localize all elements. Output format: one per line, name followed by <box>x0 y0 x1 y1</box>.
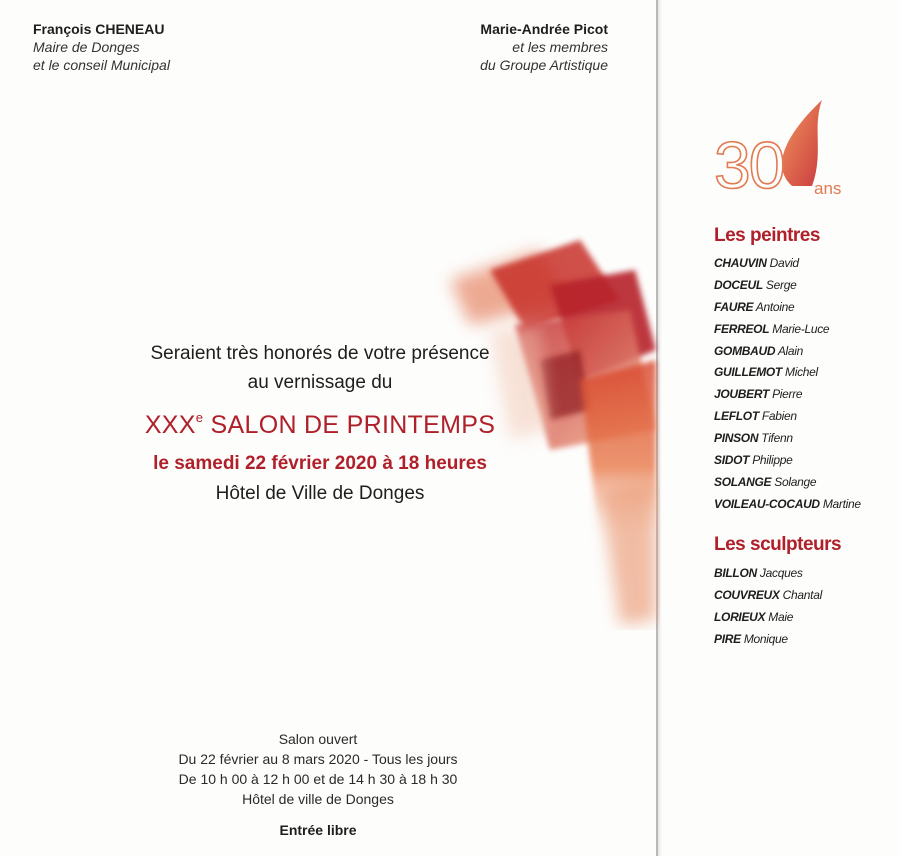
salon-title <box>0 410 640 440</box>
list-item: PIRE Monique <box>714 631 788 646</box>
list-item: FAURE Antoine <box>714 299 795 314</box>
list-item: PINSON Tifenn <box>714 431 793 446</box>
hours-line-2: Du 22 février au 8 mars 2020 - Tous les jours <box>178 751 458 767</box>
event-venue: Hôtel de Ville de Donges <box>215 483 425 504</box>
hours-line-4: Hôtel de ville de Donges <box>242 791 394 807</box>
sculptors-list <box>714 563 822 651</box>
host-left-line1: Maire de Donges <box>33 39 140 55</box>
host-right <box>480 20 608 74</box>
list-item: COUVREUX Chantal <box>714 587 822 602</box>
list-item: GUILLEMOT Michel <box>714 365 818 380</box>
list-item: VOILEAU-COCAUD Martine <box>714 496 861 511</box>
host-right-line1: et les membres <box>512 39 608 55</box>
sculptors-title: Les sculpteurs <box>714 534 842 555</box>
opening-hours <box>0 729 636 809</box>
hours-line-3: De 10 h 00 à 12 h 00 et de 14 h 30 à 18 h 30 <box>178 771 458 787</box>
host-left <box>33 20 170 74</box>
host-right-name: Marie-Andrée Picot <box>480 21 608 37</box>
list-item: FERREOL Marie-Luce <box>714 321 830 336</box>
salon-title-prefix: XXX <box>144 411 196 439</box>
logo-suffix: ans <box>814 179 842 198</box>
list-item: LEFLOT Fabien <box>714 409 797 424</box>
anniversary-logo <box>712 98 862 198</box>
salon-title-sup: e <box>195 410 204 425</box>
list-item: CHAUVIN David <box>714 256 799 270</box>
list-item: JOUBERT Pierre <box>714 387 803 402</box>
salon-title-rest: SALON DE PRINTEMPS <box>203 411 496 439</box>
painters-list <box>714 253 861 516</box>
event-date: le samedi 22 février 2020 à 18 heures <box>153 453 487 474</box>
hours-line-1: Salon ouvert <box>278 731 358 747</box>
flame-icon <box>782 100 822 186</box>
list-item: BILLON Jacques <box>714 566 803 580</box>
painters-title: Les peintres <box>714 225 820 246</box>
list-item: LORIEUX Maie <box>714 609 794 624</box>
list-item: DOCEUL Serge <box>714 277 797 292</box>
host-left-name: François CHENEAU <box>33 21 165 37</box>
list-item: SIDOT Philippe <box>714 453 793 468</box>
invitation-line-1: Seraient très honorés de votre présence <box>150 343 490 364</box>
list-item: SOLANGE Solange <box>714 474 817 489</box>
list-item: GOMBAUD Alain <box>714 343 804 358</box>
free-entry: Entrée libre <box>279 822 357 838</box>
host-right-line2: du Groupe Artistique <box>480 57 608 73</box>
logo-number: 30 <box>714 128 784 198</box>
invitation-line-2: au vernissage du <box>247 372 393 393</box>
host-left-line2: et le conseil Municipal <box>33 57 170 73</box>
